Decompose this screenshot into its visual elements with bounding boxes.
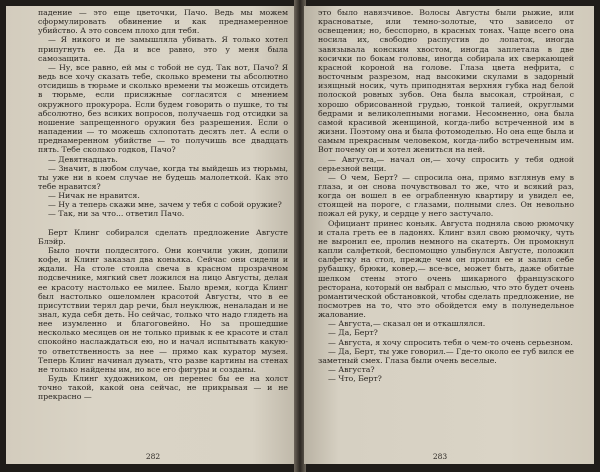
paragraph: — Да, Берт, ты уже говорил.— Где-то около ее губ вился ее заметный смех. Глаза были очень веселые. <box>318 346 574 365</box>
paragraph: — Августа? <box>328 365 375 375</box>
right-page-text <box>318 8 574 448</box>
right-page <box>304 6 594 464</box>
paragraph: падение — это еще цветочки, Пачо. Ведь мы можем сформулировать обвинение и как преднамеренное убийство. А это совсем плохо для тебя. <box>38 8 288 36</box>
paragraph: — Да, Берт? <box>328 328 378 338</box>
paragraph: — Значит, в любом случае, когда ты выйдешь из тюрьмы, ты уже ни в коем случае не будешь малолеткой. Как это тебе нравится? <box>38 163 288 191</box>
paragraph: Было почти полдесятого. Они кончили ужин, допили кофе, и Клинг заказал два коньяка. Сейчас они сидели и ждали. На столе стояла свеча в красном прозрачном подсвечнике, мягкий свет ложился на лицо Августы, делая ее красоту настолько ее милее. Было время, когда Клинг был настолько ошеломлен красотой Августы, что в ее присутствии терял дар речи, был неуклюж, неналадан и не знал, куда себя деть. Но сейчас, только что надо глядеть на нее изумленно и благоговейно. Но за прошедшие несколько месяцев он не только привык к ее красоте и стал спокойно наслаждаться ею, но и начал испытывать какую-то ответственность за нее — прямо как куратор музея. Теперь Клинг начинал думать, что разве картины на стенах не только найдены им, но все его фигуры и созданы. <box>38 245 288 374</box>
paragraph: — Девятнадцать. <box>48 154 118 164</box>
paragraph: — Августа,— сказал он и откашлялся. <box>328 319 486 329</box>
page-number: 283 <box>432 452 448 461</box>
paragraph: — Ну а теперь скажи мне, зачем у тебя с собой оружие? <box>48 200 282 210</box>
paragraph: это было навязчивое. Волосы Августы были рыжие, или красноватые, или темно-золотые, что зависело от освещения; но, бесспорно, в красных тонах. Чаще всего она носила их, свободно распустив до лопаток, иногда завязывала конским хвостом, иногда заплетала в две косички по бокам головы, иногда собирала их сверкающей красной короной на голове. Глаза цвета нефрита, с восточным разрезом, над высокими скулами в задорный изящный носик, чуть приподнятая верхняя губка над белой полоской ровных зубов. Она была высокая, стройная, с хорошо обрисованной грудью, тонкой талией, округлыми бедрами и великолепными ногами. Несомненно, она была самой красивой женщиной, когда-либо встреченной им в жизни. Поэтому она и была фотомоделью. Но она еще была и самым прекрасным человеком, когда-либо встреченным им. Вот почему он и хотел жениться на ней. <box>318 8 574 155</box>
paragraph: Официант принес коньяк. Августа подняла свою рюмочку и стала греть ее в ладонях. Клинг взял свою рюмочку, чуть не выронил ее, пролив немного на скатерть. Он промокнул капли салфеткой, беспомощно улыбнулся Августе, положил салфетку на стол, прежде чем он пролил ее и залил себе рубашку, брюки, ковер,— все-все, может быть, даже обитые шелком стены этого очень шикарного французского ресторана, который он выбрал с мыслью, что это будет очень романтической обстановкой, чтобы сделать предложение, не посмотрев на то, что это обойдется ему в полунедельное жалование. <box>318 218 574 320</box>
left-page-text <box>38 8 288 448</box>
paragraph: — Ну, все равно, ей мы с тобой не суд. Так вот, Пачо? Я ведь все хочу сказать тебе, сколько времени ты абсолютно отсидишь в тюрьме и сколько времени ты можешь отсидеть в тюрьме, если присяжные согласятся с мнением окружного прокурора. Если будем говорить о пушке, то ты абсолютно, без всяких вопросов, получаешь год отсидки за ношение запрещенного оружия без разрешения. Если о нападении — то можешь схлопотать десять лет. А если о преднамеренном убийстве — то получишь все двадцать пять. Тебе сколько годков, Пачо? <box>38 62 288 155</box>
paragraph: Берт Клинг собирался сделать предложение Августе Блэйр. <box>38 227 288 246</box>
paragraph: — Так, ни за что... ответил Пачо. <box>48 209 185 219</box>
left-page <box>6 6 296 464</box>
paragraph: Будь Клинг художником, он перенес бы ее на холст точно такой, какой она сейчас, не прикрывая — и не прекрасно — <box>38 374 288 402</box>
paragraph: — Августа,— начал он,— хочу спросить у тебя одной серьезной вещи. <box>318 154 574 173</box>
paragraph: — Августа, я хочу спросить тебя о чем-то очень серьезном. <box>328 337 573 347</box>
paragraph: — Ничак не нравится. <box>48 191 140 201</box>
paragraph: — О чем, Берт? — спросила она, прямо взглянув ему в глаза, и он снова почувствовал то же, что и всякий раз, когда он вошел в ее ограбленную квартиру и увидел ее, стоящей на пороге, с глазами, полными слез. Он невольно пожал ей руку, и сердце у него застучало. <box>318 172 574 219</box>
paragraph: — Что, Берт? <box>328 374 382 384</box>
paragraph: — Я никого и не замышляла убивать. Я только хотел припугнуть ее. Да и все равно, это у меня была самозащита. <box>38 35 288 63</box>
page-number: 282 <box>145 452 161 461</box>
